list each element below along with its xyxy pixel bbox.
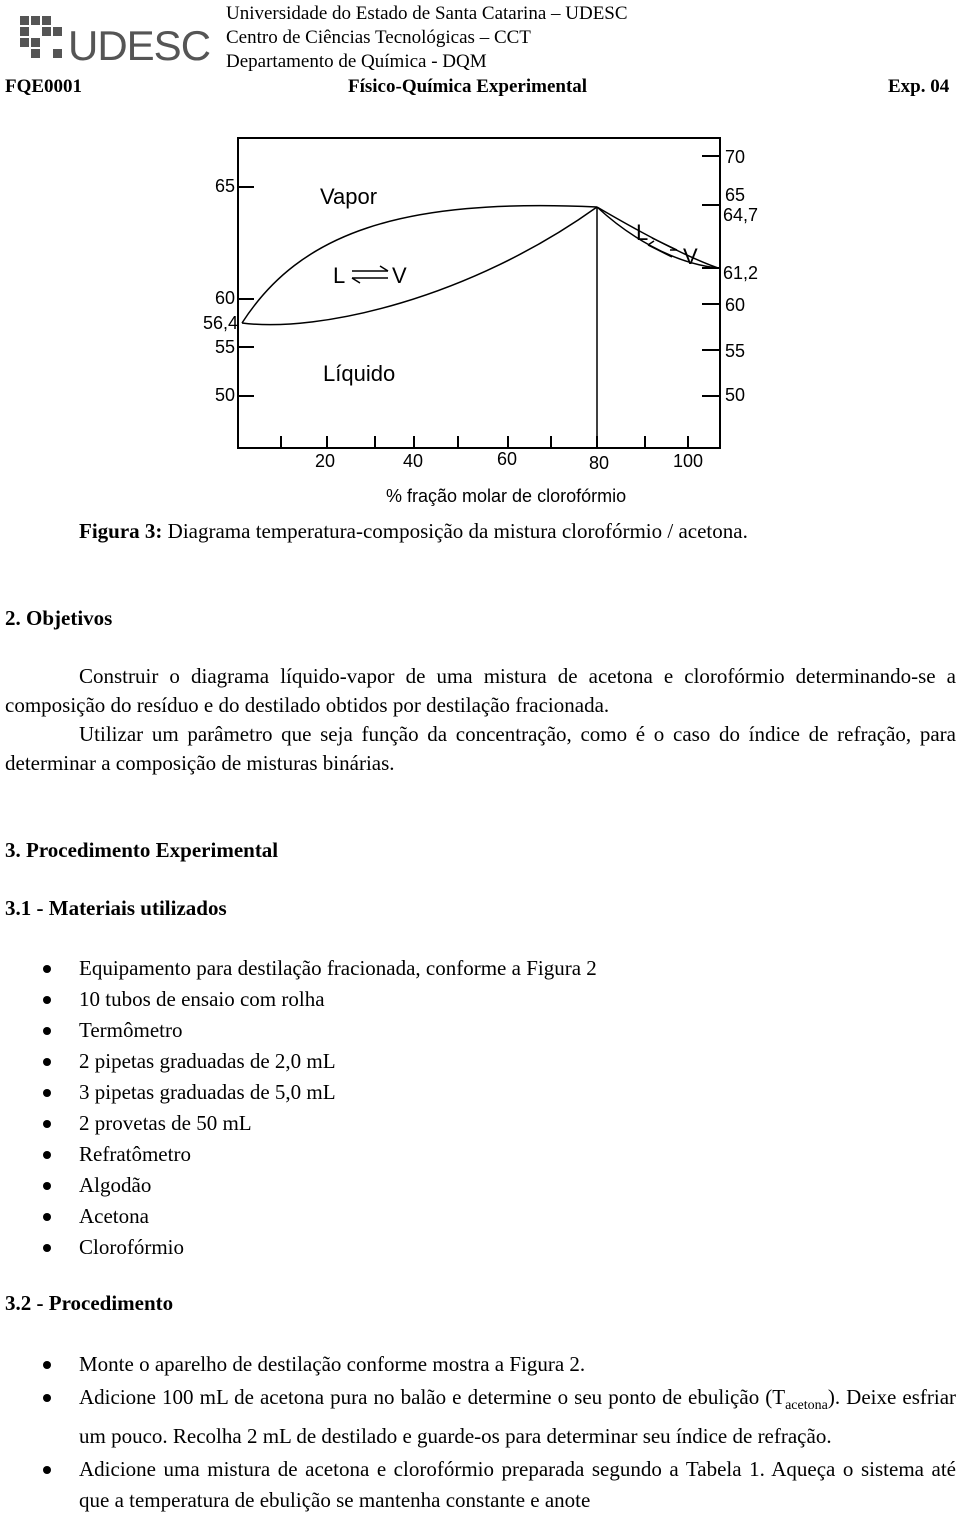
- liquid-curve-left: [242, 207, 597, 325]
- region-liquid-label: Líquido: [323, 361, 396, 386]
- x-tick-label: 100: [673, 451, 704, 471]
- right-tick-marks: [702, 156, 720, 396]
- list-item: 3 pipetas graduadas de 5,0 mL: [0, 1077, 960, 1108]
- right-tick-label: 60: [725, 295, 746, 315]
- procedure-heading: 3.2 - Procedimento: [5, 1291, 174, 1315]
- x-tick-label: 20: [315, 451, 336, 471]
- left-tick-label: 65: [214, 176, 235, 196]
- equilibrium-arrows-left-icon: [352, 266, 388, 283]
- udesc-logo: [18, 12, 211, 69]
- materials-list: [0, 953, 960, 1263]
- list-item: 10 tubos de ensaio com rolha: [0, 984, 960, 1015]
- vapor-curve-right: [597, 207, 718, 268]
- liquid-curve-right: [597, 207, 718, 268]
- university-name: Universidade do Estado de Santa Catarina – UDESC: [226, 3, 628, 24]
- equilibrium-l-left: L: [333, 263, 346, 288]
- right-tick-label: 70: [725, 147, 746, 167]
- objectives-text-1: Construir o diagrama líquido-vapor de uma mistura de acetona e clorofórmio determinando-se a composição do resíduo e do destilado obtidos por destilação fracionada.: [5, 664, 956, 717]
- region-vapor-label: Vapor: [320, 184, 378, 209]
- step-text: Adicione 100 mL de acetona pura no balão e determine o seu ponto de ebulição (T: [79, 1385, 786, 1409]
- course-code: FQE0001: [5, 76, 83, 97]
- objectives-paragraph-1: [5, 662, 956, 720]
- equilibrium-arrows-right-icon: [648, 238, 677, 257]
- procedure-list: [0, 1349, 960, 1516]
- section-objectives-heading: 2. Objetivos: [5, 606, 113, 630]
- list-item: [0, 1382, 960, 1452]
- left-tick-label: 56,4: [202, 313, 238, 333]
- list-item: Acetona: [0, 1201, 960, 1232]
- caption-text: Diagrama temperatura-composição da mistura clorofórmio / acetona.: [162, 519, 748, 543]
- course-name: Físico-Química Experimental: [348, 76, 588, 97]
- right-tick-label: 65: [725, 185, 746, 205]
- x-axis-label: % fração molar de clorofórmio: [386, 486, 627, 506]
- left-tick-label: 60: [214, 288, 235, 308]
- vapor-curve-left: [242, 206, 597, 323]
- equilibrium-v-left: V: [392, 263, 407, 288]
- right-tick-label: 55: [725, 341, 746, 361]
- list-item: 2 provetas de 50 mL: [0, 1108, 960, 1139]
- list-item: Adicione uma mistura de acetona e clorofórmio preparada segundo a Tabela 1. Aqueça o sistema até que a temperatura de ebulição se mantenha constante e anote: [0, 1454, 960, 1516]
- list-item: Clorofórmio: [0, 1232, 960, 1263]
- x-tick-label: 60: [497, 449, 518, 469]
- center-name: Centro de Ciências Tecnológicas – CCT: [226, 27, 531, 48]
- list-item: Algodão: [0, 1170, 960, 1201]
- objectives-paragraph-2: [5, 720, 956, 778]
- equilibrium-v-right: V: [683, 244, 698, 269]
- right-tick-label: 50: [725, 385, 746, 405]
- phase-diagram: [0, 128, 960, 510]
- diagram-frame: [238, 138, 720, 448]
- figure-caption: [79, 519, 748, 544]
- left-tick-label: 50: [214, 385, 235, 405]
- subscript-acetona: acetona: [785, 1398, 828, 1414]
- section-procedure-heading: 3. Procedimento Experimental: [5, 838, 279, 862]
- bottom-tick-marks: [281, 436, 688, 448]
- equilibrium-l-right: L: [636, 220, 649, 245]
- left-tick-label: 55: [214, 337, 235, 357]
- list-item: Refratômetro: [0, 1139, 960, 1170]
- right-tick-label: 61,2: [723, 263, 759, 283]
- caption-label: Figura 3:: [79, 519, 163, 543]
- x-tick-label: 80: [589, 453, 610, 473]
- materials-heading: 3.1 - Materiais utilizados: [5, 896, 227, 920]
- objectives-text-2: Utilizar um parâmetro que seja função da concentração, como é o caso do índice de refração, para determinar a composição de misturas binárias.: [5, 722, 956, 775]
- list-item: 2 pipetas graduadas de 2,0 mL: [0, 1046, 960, 1077]
- experiment-number: Exp. 04: [888, 76, 950, 97]
- list-item: Termômetro: [0, 1015, 960, 1046]
- step-text: ). Deixe esfriar um pouco. Recolha 2 mL de destilado e guarde-os para determinar seu índice de refração.: [79, 1385, 957, 1449]
- list-item: Monte o aparelho de destilação conforme mostra a Figura 2.: [0, 1349, 960, 1380]
- right-tick-label: 64,7: [723, 205, 759, 225]
- left-tick-marks: [238, 187, 254, 396]
- logo-text: UDESC: [68, 22, 211, 69]
- x-tick-label: 40: [403, 451, 424, 471]
- list-item: Equipamento para destilação fracionada, conforme a Figura 2: [0, 953, 960, 984]
- department-name: Departamento de Química - DQM: [226, 51, 487, 72]
